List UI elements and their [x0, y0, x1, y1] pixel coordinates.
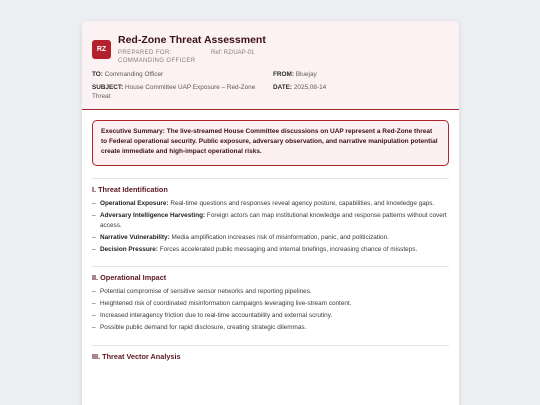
memo-header: [82, 21, 459, 110]
list-item-text: [100, 287, 312, 297]
page-title: Red-Zone Threat Assessment: [118, 34, 266, 46]
prepared-for: PREPARED FOR: COMMANDING OFFICER: [118, 50, 196, 64]
list-item-text: [100, 233, 389, 243]
list-item-body: Real-time questions and responses reveal agency posture, capabilities, and knowledge gaps.: [170, 200, 435, 207]
list-item: [92, 211, 449, 230]
list-item-label: Narrative Vulnerability:: [100, 233, 170, 241]
list-item-body: Potential compromise of sensitive sensor networks and reporting pipelines.: [100, 288, 312, 295]
bullet-dash-icon: –: [92, 233, 96, 241]
section-title: III. Threat Vector Analysis: [92, 351, 181, 361]
list-item-body: Heightened risk of coordinated misinformation campaigns leveraging live-stream content.: [100, 300, 352, 307]
list-item-label: Operational Exposure:: [100, 200, 169, 207]
list-item-label: Decision Pressure:: [100, 245, 158, 253]
list-item: [92, 323, 449, 333]
bullet-dash-icon: –: [92, 245, 96, 253]
bullet-dash-icon: –: [92, 300, 96, 307]
list-item: [92, 199, 449, 209]
bullet-dash-icon: –: [92, 212, 96, 219]
date-field: DATE: 2025,08-14: [273, 84, 327, 91]
memo-card: [82, 21, 459, 405]
list-item-text: [100, 299, 352, 309]
list-item-text: [100, 311, 332, 321]
list-item-body: Forces accelerated public messaging and internal briefings, increasing chance of missteps.: [159, 245, 418, 253]
list-item: [92, 311, 449, 321]
list-item-text: [100, 199, 434, 209]
list-item: [92, 287, 449, 297]
section-divider: [92, 178, 449, 179]
bullet-dash-icon: –: [92, 200, 96, 207]
list-item-text: [100, 323, 306, 333]
bullet-dash-icon: –: [92, 288, 96, 295]
list-item-text: [100, 211, 449, 230]
list-item: [92, 233, 449, 243]
bullet-dash-icon: –: [92, 312, 96, 319]
memo-meta: [92, 70, 449, 101]
memo-body: [82, 110, 459, 362]
list-item-body: Possible public demand for rapid disclosure, creating strategic dilemmas.: [100, 324, 307, 331]
reference-number: Ref: RZ/UAP-01: [211, 50, 255, 56]
bullet-dash-icon: –: [92, 324, 96, 331]
section-title: I. Threat Identification: [92, 185, 168, 194]
section-divider: [92, 345, 449, 346]
list-item-label: Adversary Intelligence Harvesting:: [100, 212, 206, 219]
list-item-body: Increased interagency friction due to real-time accountability and external scrutiny.: [100, 312, 333, 319]
list-item-body: Foreign actors can map institutional knowledge and response patterns without covert access.: [100, 212, 447, 229]
list-item-text: [100, 245, 417, 255]
list-item-body: Media amplification increases risk of misinformation, panic, and politicization.: [171, 233, 389, 241]
to-field: TO: Commanding Officer: [92, 71, 164, 78]
section-divider: [92, 266, 449, 267]
executive-summary: Executive Summary: The live-streamed House Committee discussions on UAP represent a Red-Zone threat to Federal operational security. Public exposure, adversary observation, and narrative manipulation potential create immediate and high-impact operational risks.: [92, 120, 449, 166]
rz-badge-icon: RZ: [92, 40, 111, 59]
sections-container: [92, 178, 449, 362]
subject-field: SUBJECT: House Committee UAP Exposure – Red-Zone Threat: [92, 84, 256, 100]
list-item: [92, 245, 449, 255]
section-title: II. Operational Impact: [92, 273, 167, 282]
list-item: [92, 299, 449, 309]
from-field: FROM: Bluejay: [273, 71, 317, 78]
